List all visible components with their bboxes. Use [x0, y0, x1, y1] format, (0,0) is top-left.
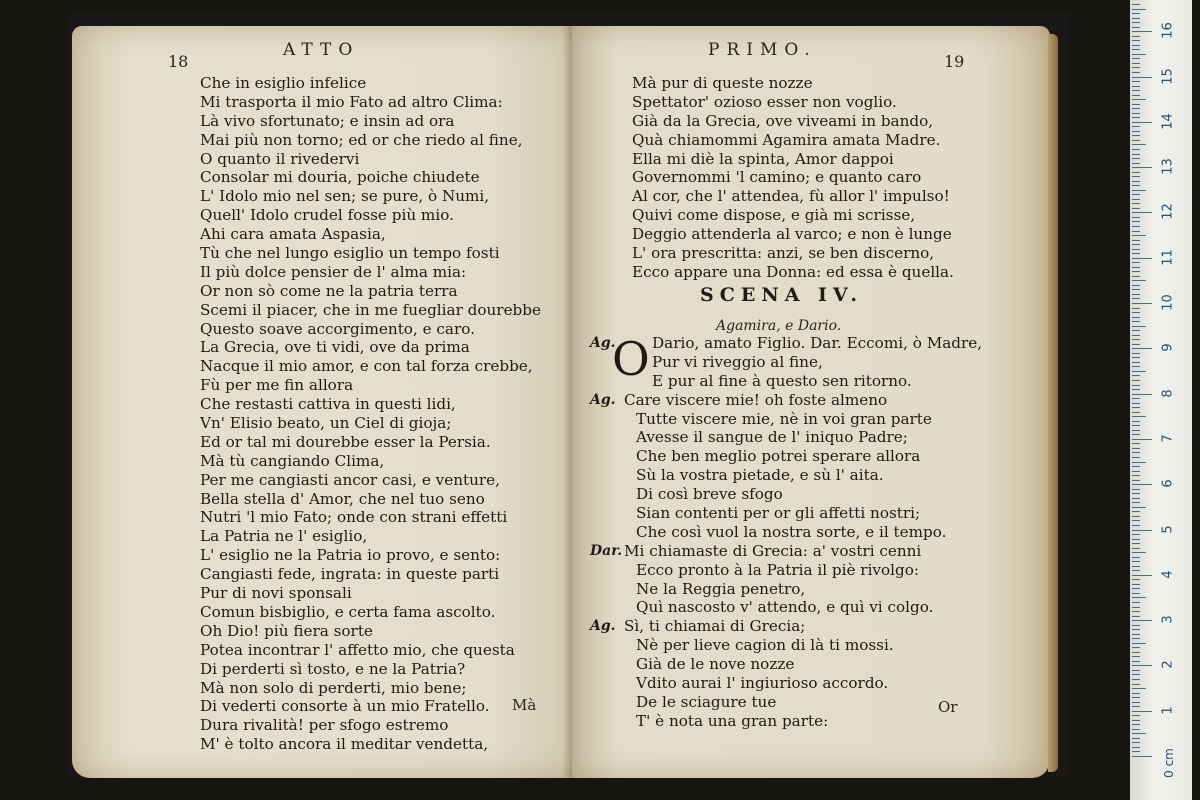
ruler-tick	[1132, 697, 1140, 698]
ruler-tick	[1132, 416, 1146, 417]
ruler-tick	[1132, 462, 1146, 463]
dialogue-text: Quì nascosto v' attendo, e quì vi colgo.	[636, 598, 934, 617]
ruler-tick	[1132, 747, 1140, 748]
dialogue-text: Dario, amato Figlio. Dar. Eccomi, ò Madre,	[652, 334, 983, 352]
ruler-tick	[1132, 172, 1140, 173]
text-line: Quà chiamommi Agamira amata Madre.	[632, 130, 941, 149]
ruler-tick	[1132, 625, 1140, 626]
ruler-tick	[1132, 167, 1152, 168]
ruler-tick	[1132, 348, 1152, 349]
ruler-tick	[1132, 221, 1140, 222]
text-line: Governommi 'l camino; e quanto caro	[632, 168, 922, 187]
right-catchword: Or	[938, 698, 958, 716]
ruler-tick	[1132, 289, 1140, 290]
ruler-tick	[1132, 298, 1140, 299]
dialogue-text: Sù la vostra pietade, e sù l' aita.	[636, 466, 884, 485]
left-page-text	[200, 74, 541, 754]
ruler-tick	[1132, 99, 1146, 100]
ruler-tick	[1132, 457, 1140, 458]
ruler-tick	[1132, 158, 1140, 159]
ruler-tick	[1132, 235, 1146, 236]
ruler-tick	[1132, 452, 1140, 453]
ruler-tick	[1132, 389, 1140, 390]
ruler-tick	[1132, 339, 1140, 340]
text-line: Deggio attenderla al varco; e non è lunge	[632, 225, 952, 244]
ruler-tick	[1132, 439, 1152, 440]
text-line: L' ora prescritta: anzi, se ben discerno,	[632, 244, 935, 263]
ruler-tick	[1132, 733, 1146, 734]
ruler-tick	[1132, 434, 1140, 435]
scene-personae: Agamira, e Dario.	[716, 318, 842, 334]
dialogue-text: Che ben meglio potrei sperare allora	[636, 447, 921, 466]
ruler-tick	[1132, 394, 1152, 395]
ruler-tick	[1132, 738, 1140, 739]
left-page-header: ATTO	[283, 40, 360, 60]
text-line: Fù per me fin allora	[200, 376, 354, 395]
text-line: Mà pur di queste nozze	[632, 74, 813, 92]
ruler-tick	[1132, 661, 1140, 662]
ruler-tick	[1132, 140, 1140, 141]
ruler-tick	[1132, 593, 1140, 594]
ruler-tick	[1132, 113, 1140, 114]
ruler-tick	[1132, 58, 1140, 59]
ruler-tick	[1132, 185, 1140, 186]
text-line: Quivi come dispose, e già mi scrisse,	[632, 206, 916, 225]
text-line: Ahi cara amata Aspasia,	[200, 225, 386, 244]
ruler-tick	[1132, 144, 1146, 145]
text-line: Cangiasti fede, ingrata: in queste parti	[200, 565, 500, 584]
text-line: L' esiglio ne la Patria io provo, e sento:	[200, 546, 501, 565]
speaker-label: Dar.	[590, 542, 623, 559]
ruler-number: 14	[1160, 113, 1176, 130]
ruler-tick	[1132, 656, 1140, 657]
text-line: Dura rivalità! per sfogo estremo	[200, 716, 449, 735]
ruler-tick	[1132, 72, 1140, 73]
ruler-tick	[1132, 117, 1140, 118]
ruler-number: 15	[1160, 67, 1176, 85]
dialogue-text: Avesse il sangue de l' iniquo Padre;	[636, 428, 908, 447]
ruler-tick	[1132, 498, 1140, 499]
ruler-tick	[1132, 643, 1146, 644]
ruler-tick	[1132, 502, 1140, 503]
ruler-tick	[1132, 176, 1140, 177]
text-line: La Grecia, ove ti vidi, ove da prima	[200, 338, 470, 357]
dialogue-text: T' è nota una gran parte:	[636, 711, 829, 730]
ruler-tick	[1132, 516, 1140, 517]
text-line: Il più dolce pensier de l' alma mia:	[200, 262, 467, 281]
ruler-tick	[1132, 77, 1152, 78]
ruler-tick	[1132, 181, 1140, 182]
dialogue-text: Già de le nove nozze	[636, 655, 795, 674]
text-line: Ella mi diè la spinta, Amor dappoi	[632, 149, 894, 168]
ruler-tick	[1132, 688, 1146, 689]
text-line: Tù che nel lungo esiglio un tempo fosti	[200, 244, 500, 263]
ruler-tick	[1132, 108, 1140, 109]
ruler-tick	[1132, 638, 1140, 639]
ruler-tick	[1132, 27, 1140, 28]
ruler-tick	[1132, 448, 1140, 449]
ruler-tick	[1132, 652, 1140, 653]
ruler-tick	[1132, 212, 1152, 213]
left-catchword: Mà	[512, 696, 537, 714]
ruler-tick	[1132, 366, 1140, 367]
ruler-tick	[1132, 190, 1146, 191]
ruler-tick	[1132, 67, 1140, 68]
ruler-tick	[1132, 480, 1140, 481]
ruler-tick	[1132, 31, 1152, 32]
ruler-tick	[1132, 588, 1140, 589]
text-line: Al cor, che l' attendea, fù allor l' impulso!	[632, 187, 950, 206]
ruler-tick	[1132, 371, 1146, 372]
text-line: O quanto il rivedervi	[200, 149, 360, 168]
text-line: Scemi il piacer, che in me fuegliar dourebbe	[200, 300, 541, 319]
speaker-label: Ag.	[590, 391, 616, 408]
ruler-tick	[1132, 285, 1140, 286]
ruler-number: 6	[1160, 479, 1176, 488]
ruler-tick	[1132, 86, 1140, 87]
ruler-tick	[1132, 321, 1140, 322]
ruler-tick	[1132, 611, 1140, 612]
ruler-tick	[1132, 552, 1146, 553]
measurement-ruler	[1130, 0, 1192, 800]
ruler-tick	[1132, 647, 1140, 648]
ruler-number: 1	[1160, 706, 1176, 715]
ruler-tick	[1132, 362, 1140, 363]
text-line: Mai più non torno; ed or che riedo al fine,	[200, 130, 523, 149]
dialogue-text: Che così vuol la nostra sorte, e il tempo.	[636, 522, 947, 541]
text-line: M' è tolto ancora il meditar vendetta,	[200, 735, 489, 754]
ruler-tick	[1132, 715, 1140, 716]
text-line: Di vederti consorte à un mio Fratello.	[200, 697, 490, 716]
ruler-tick	[1132, 398, 1140, 399]
text-line: Consolar mi douria, poiche chiudete	[200, 168, 480, 187]
ruler-tick	[1132, 729, 1140, 730]
ruler-tick	[1132, 326, 1146, 327]
ruler-tick	[1132, 620, 1152, 621]
ruler-tick	[1132, 380, 1140, 381]
ruler-tick	[1132, 407, 1140, 408]
ruler-tick	[1132, 9, 1146, 10]
left-page-number: 18	[168, 52, 189, 71]
dialogue-text: Tutte viscere mie, nè in voi gran parte	[636, 409, 932, 428]
ruler-number: 11	[1160, 248, 1176, 266]
ruler-tick	[1132, 557, 1140, 558]
ruler-tick	[1132, 126, 1140, 127]
text-line: Ed or tal mi dourebbe esser la Persia.	[200, 432, 491, 451]
ruler-tick	[1132, 36, 1140, 37]
ruler-tick	[1132, 40, 1140, 41]
ruler-tick	[1132, 561, 1140, 562]
ruler-number: 10	[1160, 294, 1176, 311]
text-line: Nutri 'l mio Fato; onde con strani effetti	[200, 508, 508, 527]
ruler-tick	[1132, 548, 1140, 549]
ruler-tick	[1132, 484, 1152, 485]
ruler-tick	[1132, 163, 1140, 164]
ruler-number: 4	[1160, 570, 1176, 579]
ruler-tick	[1132, 665, 1152, 666]
text-line: Quell' Idolo crudel fosse più mio.	[200, 206, 454, 225]
ruler-tick	[1132, 280, 1146, 281]
dialogue-text: Ecco pronto à la Patria il piè rivolgo:	[636, 560, 919, 579]
ruler-tick	[1132, 54, 1146, 55]
ruler-tick	[1132, 507, 1146, 508]
ruler-tick	[1132, 607, 1140, 608]
dialogue-text: E pur al fine à questo sen ritorno.	[652, 371, 912, 390]
ruler-tick	[1132, 317, 1140, 318]
ruler-tick	[1132, 443, 1140, 444]
ruler-tick	[1132, 706, 1140, 707]
text-line: Oh Dio! più fiera sorte	[200, 621, 373, 640]
text-line: Di perderti sì tosto, e ne la Patria?	[200, 659, 466, 678]
ruler-tick	[1132, 693, 1140, 694]
ruler-tick	[1132, 90, 1140, 91]
text-line: Per me cangiasti ancor casi, e venture,	[200, 470, 500, 489]
ruler-tick	[1132, 335, 1140, 336]
dialogue-text: Pur vi riveggio al fine,	[652, 352, 823, 371]
ruler-number: 12	[1160, 203, 1176, 221]
ruler-tick	[1132, 670, 1140, 671]
ruler-tick	[1132, 104, 1140, 105]
ruler-tick	[1132, 724, 1140, 725]
ruler-tick	[1132, 240, 1140, 241]
ruler-tick	[1132, 534, 1140, 535]
ruler-tick	[1132, 258, 1152, 259]
text-line: Mi trasporta il mio Fato ad altro Clima:	[200, 92, 503, 111]
dialogue-text: Ne la Reggia penetro,	[636, 579, 806, 598]
ruler-tick	[1132, 679, 1140, 680]
ruler-tick	[1132, 720, 1140, 721]
ruler-tick	[1132, 353, 1140, 354]
dialogue-text: De le sciagure tue	[636, 692, 777, 711]
ruler-tick	[1132, 276, 1140, 277]
ruler-tick	[1132, 330, 1140, 331]
ruler-tick	[1132, 616, 1140, 617]
ruler-tick	[1132, 742, 1140, 743]
ruler-tick	[1132, 81, 1140, 82]
text-line: Pur di novi sponsali	[200, 584, 352, 603]
ruler-tick	[1132, 199, 1140, 200]
right-page-header: PRIMO.	[708, 40, 817, 60]
ruler-tick	[1132, 135, 1140, 136]
text-line: Comun bisbiglio, e certa fama ascolto.	[200, 602, 496, 621]
ruler-tick	[1132, 602, 1140, 603]
ruler-tick	[1132, 711, 1152, 712]
text-line: Questo soave accorgimento, e caro.	[200, 319, 475, 338]
ruler-tick	[1132, 375, 1140, 376]
ruler-tick	[1132, 312, 1140, 313]
ruler-tick	[1132, 493, 1140, 494]
ruler-tick	[1132, 471, 1140, 472]
right-page-text	[632, 74, 954, 282]
ruler-tick	[1132, 131, 1140, 132]
dialogue-text: Nè per lieve cagion di là ti mossi.	[636, 636, 894, 655]
text-line: Che restasti cattiva in questi lidi,	[200, 395, 456, 414]
text-line: L' Idolo mio nel sen; se pure, ò Numi,	[200, 187, 490, 206]
ruler-number: 2	[1160, 660, 1176, 670]
ruler-tick	[1132, 294, 1140, 295]
text-line: Potea incontrar l' affetto mio, che questa	[200, 640, 515, 659]
dialogue-text: Vdito aurai l' ingiurioso accordo.	[636, 674, 889, 693]
ruler-tick	[1132, 674, 1140, 675]
text-line: Già da la Grecia, ove viveami in bando,	[632, 111, 934, 130]
ruler-tick	[1132, 303, 1152, 304]
ruler-tick	[1132, 357, 1140, 358]
ruler-tick	[1132, 751, 1140, 752]
ruler-tick	[1132, 267, 1140, 268]
ruler-tick	[1132, 244, 1140, 245]
ruler-tick	[1132, 262, 1140, 263]
ruler-number: 16	[1160, 22, 1176, 39]
text-line: Spettator' ozioso esser non voglio.	[632, 92, 897, 111]
ruler-tick	[1132, 308, 1140, 309]
ruler-tick	[1132, 634, 1140, 635]
ruler-tick	[1132, 597, 1146, 598]
text-line: Or non sò come ne la patria terra	[200, 281, 458, 300]
ruler-tick	[1132, 194, 1140, 195]
text-line: Là vivo sfortunato; e insin ad ora	[200, 111, 455, 130]
ruler-tick	[1132, 4, 1140, 5]
drop-cap: O	[612, 332, 650, 386]
ruler-tick	[1132, 22, 1140, 23]
ruler-tick	[1132, 525, 1140, 526]
ruler-tick	[1132, 344, 1140, 345]
ruler-tick	[1132, 629, 1140, 630]
text-line: Che in esiglio infelice	[200, 74, 367, 92]
ruler-tick	[1132, 684, 1140, 685]
ruler-tick	[1132, 231, 1140, 232]
ruler-number: 8	[1160, 388, 1176, 398]
ruler-number: 3	[1160, 615, 1176, 624]
ruler-tick	[1132, 249, 1140, 250]
ruler-tick	[1132, 208, 1140, 209]
ruler-tick	[1132, 45, 1140, 46]
ruler-tick	[1132, 253, 1140, 254]
ruler-tick	[1132, 570, 1140, 571]
ruler-tick	[1132, 421, 1140, 422]
ruler-tick	[1132, 579, 1140, 580]
text-line: Vn' Elisio beato, un Ciel di gioja;	[200, 414, 452, 433]
text-line: Nacque il mio amor, e con tal forza crebbe,	[200, 357, 533, 376]
ruler-tick	[1132, 539, 1140, 540]
ruler-tick	[1132, 95, 1140, 96]
dialogue-text: Di così breve sfogo	[636, 485, 783, 504]
text-line: La Patria ne l' esiglio,	[200, 527, 368, 546]
ruler-number: 5	[1160, 524, 1176, 534]
right-page-number: 19	[944, 52, 965, 71]
ruler-tick	[1132, 217, 1140, 218]
ruler-tick	[1132, 466, 1140, 467]
ruler-tick	[1132, 203, 1140, 204]
ruler-tick	[1132, 412, 1140, 413]
ruler-tick	[1132, 149, 1140, 150]
ruler-tick	[1132, 385, 1140, 386]
dialogue-text: Care viscere mie! oh foste almeno	[624, 390, 888, 409]
text-line: Mà tù cangiando Clima,	[200, 451, 385, 470]
ruler-tick	[1132, 475, 1140, 476]
scene-title: SCENA IV.	[700, 284, 863, 306]
dialogue-text: Sì, ti chiamai di Grecia;	[624, 617, 806, 636]
ruler-tick	[1132, 756, 1152, 757]
ruler-tick	[1132, 575, 1152, 576]
ruler-tick	[1132, 425, 1140, 426]
ruler-tick	[1132, 18, 1140, 19]
ruler-tick	[1132, 511, 1140, 512]
ruler-tick	[1132, 702, 1140, 703]
ruler-tick	[1132, 403, 1140, 404]
ruler-tick	[1132, 430, 1140, 431]
ruler-number: 13	[1160, 158, 1176, 175]
ruler-tick	[1132, 584, 1140, 585]
ruler-tick	[1132, 530, 1152, 531]
ruler-tick	[1132, 49, 1140, 50]
text-line: Ecco appare una Donna: ed essa è quella.	[632, 262, 954, 281]
ruler-tick	[1132, 520, 1140, 521]
ruler-number: 7	[1160, 434, 1176, 443]
speaker-label: Ag.	[590, 618, 616, 635]
ruler-tick	[1132, 271, 1140, 272]
ruler-tick	[1132, 489, 1140, 490]
ruler-tick	[1132, 154, 1140, 155]
speaker-label: Ag.	[590, 335, 616, 351]
ruler-tick	[1132, 63, 1140, 64]
ruler-tick	[1132, 566, 1140, 567]
ruler-tick	[1132, 226, 1140, 227]
ruler-tick	[1132, 122, 1152, 123]
dialogue-text: Sian contenti per or gli affetti nostri;	[636, 504, 921, 523]
ruler-unit-label: 0 cm	[1161, 748, 1176, 778]
dialogue-text: Mi chiamaste di Grecia: a' vostri cenni	[624, 541, 922, 560]
ruler-tick	[1132, 543, 1140, 544]
text-line: Bella stella d' Amor, che nel tuo seno	[200, 489, 485, 508]
ruler-number: 9	[1160, 343, 1176, 352]
text-line: Mà non solo di perderti, mio bene;	[200, 678, 467, 697]
ruler-tick	[1132, 13, 1140, 14]
